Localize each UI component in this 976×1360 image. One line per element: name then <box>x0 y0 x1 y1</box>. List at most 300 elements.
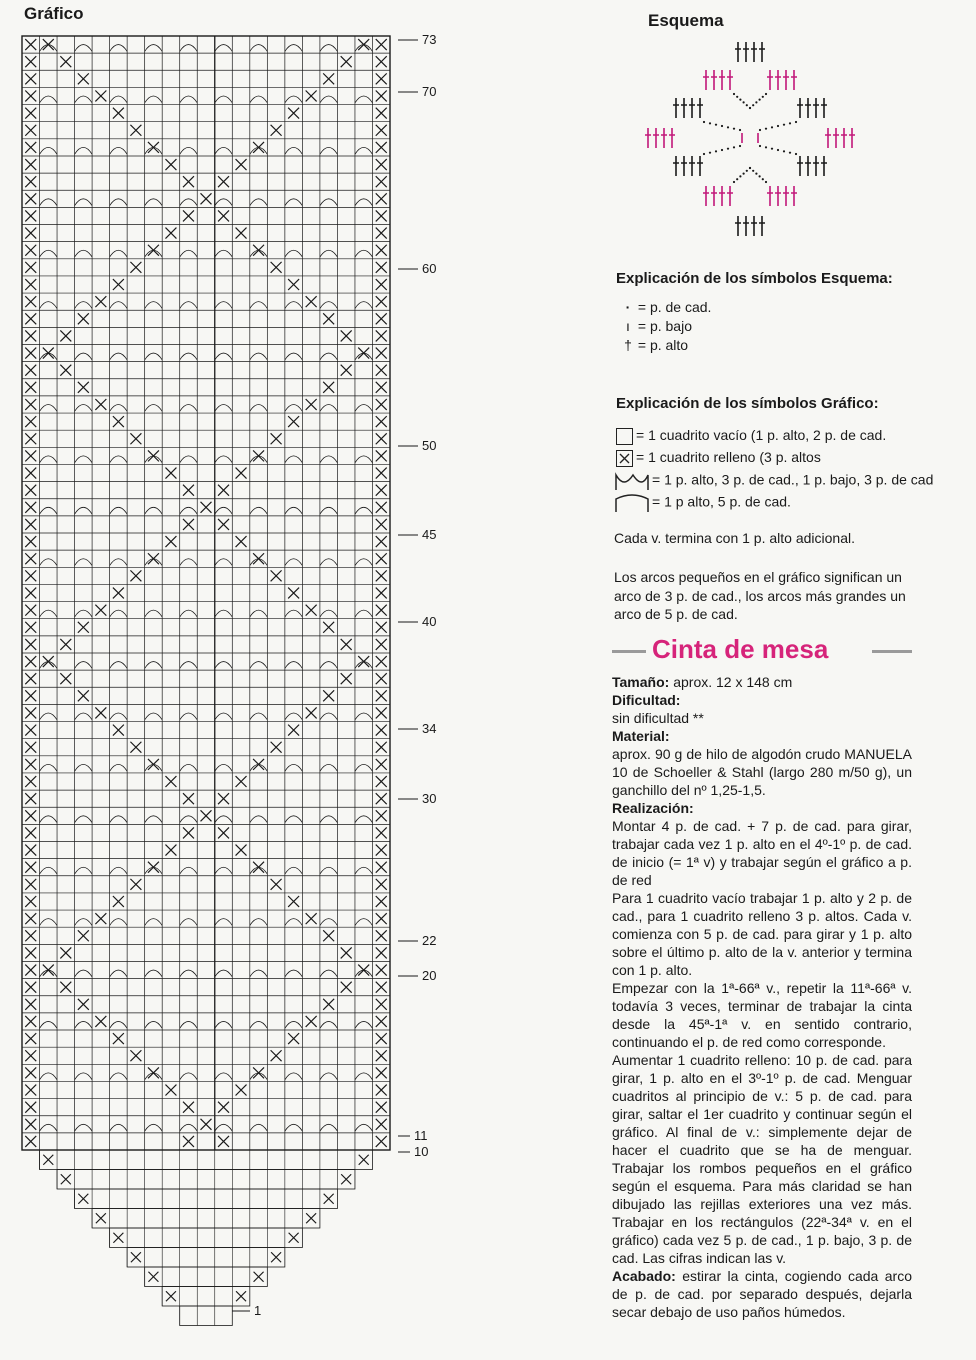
border-filled-square-mark <box>376 879 387 890</box>
border-filled-square-mark <box>25 399 36 410</box>
chain-arch-mark <box>285 1021 303 1028</box>
chain-arch-mark <box>215 713 233 720</box>
chain-arch-mark <box>145 353 163 360</box>
filled-square-mark <box>165 536 176 547</box>
chain-arch-mark <box>40 610 58 617</box>
chain-arch-mark <box>180 250 198 257</box>
chain-arch-mark <box>145 507 163 514</box>
border-filled-square-mark <box>376 690 387 701</box>
legend-chart-item: = 1 cuadrito relleno (3 p. altos <box>616 449 821 467</box>
chain-arch-mark <box>40 199 58 206</box>
row-label: 11 <box>414 1128 428 1143</box>
chain-arch-mark <box>215 816 233 823</box>
border-filled-square-mark <box>25 348 36 359</box>
difficulty-value: sin dificultad ** <box>612 710 704 726</box>
filled-square-mark <box>165 845 176 856</box>
chain-arch-mark <box>75 45 93 52</box>
border-filled-square-mark <box>25 707 36 718</box>
taper-filled-square-mark <box>148 1272 158 1282</box>
chain-arch-mark <box>110 96 128 103</box>
chain-arch-mark <box>110 353 128 360</box>
border-filled-square-mark <box>25 605 36 616</box>
chain-arch-mark <box>285 302 303 309</box>
chain-arch-mark <box>145 816 163 823</box>
chain-dot <box>771 126 773 128</box>
chain-arch-mark <box>320 456 338 463</box>
scheme-tall-group <box>735 42 765 62</box>
chain-arch-mark <box>320 404 338 411</box>
chain-arch-mark <box>180 456 198 463</box>
chain-arch-mark <box>145 559 163 566</box>
chain-arch-mark <box>110 559 128 566</box>
scheme-tall-group <box>645 128 675 148</box>
chain-dot <box>777 149 779 151</box>
filled-square-mark <box>306 913 317 924</box>
border-filled-square-mark <box>376 416 387 427</box>
border-filled-square-mark <box>376 776 387 787</box>
row-label: 1 <box>254 1303 262 1318</box>
row-label: 34 <box>422 721 437 736</box>
material-value: aprox. 90 g de hilo de algodón crudo MANUELA 10 de Schoeller & Stahl (largo 280 m/50 g), un ganchillo del nº 1,25-1,5. <box>612 746 912 798</box>
chain-arch-mark <box>320 764 338 771</box>
filled-square-mark <box>271 433 282 444</box>
chain-arch-mark <box>320 1073 338 1080</box>
chain-arch-mark <box>355 302 373 309</box>
border-filled-square-mark <box>376 433 387 444</box>
chart-taper-row <box>110 1228 303 1248</box>
filled-square-mark <box>60 673 71 684</box>
scheme-tall-group <box>767 186 797 206</box>
chain-dot <box>721 149 723 151</box>
filled-square-mark <box>113 896 124 907</box>
filled-square-mark <box>60 947 71 958</box>
border-filled-square-mark <box>376 296 387 307</box>
filled-square-mark <box>95 91 106 102</box>
chain-arch-mark <box>215 610 233 617</box>
chain-arch-mark <box>110 404 128 411</box>
chain-arch-mark <box>180 713 198 720</box>
border-filled-square-mark <box>25 999 36 1010</box>
chain-arch-mark <box>285 919 303 926</box>
chain-arch-mark <box>320 353 338 360</box>
legend-chart-item: = 1 cuadrito vacío (1 p. alto, 2 p. de cad. <box>616 427 886 445</box>
chart-taper-row <box>75 1189 338 1209</box>
chain-arch-mark <box>40 147 58 154</box>
chain-arch-mark <box>75 559 93 566</box>
filled-square-mark <box>130 570 141 581</box>
border-filled-square-mark <box>25 502 36 513</box>
chain-dot <box>733 93 735 95</box>
chain-arch-mark <box>285 147 303 154</box>
chain-arch-mark <box>250 147 268 154</box>
chain-dot <box>765 146 767 148</box>
chain-dot <box>743 101 745 103</box>
chain-dot <box>765 93 767 95</box>
chain-arch-mark <box>110 1073 128 1080</box>
chain-arch-mark <box>285 1124 303 1131</box>
chain-arch-mark <box>145 1073 163 1080</box>
border-filled-square-mark <box>376 982 387 993</box>
border-filled-square-mark <box>25 279 36 290</box>
border-filled-square-mark <box>376 810 387 821</box>
border-filled-square-mark <box>25 313 36 324</box>
row-label: 40 <box>422 614 437 629</box>
chain-arch-mark <box>355 147 373 154</box>
filled-square-mark <box>306 707 317 718</box>
filled-square-mark <box>95 913 106 924</box>
chain-arch-mark <box>40 816 58 823</box>
chain-arch-mark <box>285 199 303 206</box>
filled-square-mark <box>288 416 299 427</box>
border-filled-square-mark <box>376 73 387 84</box>
border-filled-square-mark <box>376 622 387 633</box>
border-filled-square-mark <box>376 330 387 341</box>
border-filled-square-mark <box>25 982 36 993</box>
scheme-diagram <box>630 36 870 246</box>
border-filled-square-mark <box>376 725 387 736</box>
chain-arch-mark <box>40 1073 58 1080</box>
filled-square-mark <box>341 673 352 684</box>
chain-dot <box>739 129 741 131</box>
section-heading <box>612 634 912 668</box>
chain-arch-mark <box>75 199 93 206</box>
chain-arch-mark <box>215 456 233 463</box>
filled-square-mark <box>323 73 334 84</box>
border-filled-square-mark <box>376 1050 387 1061</box>
chain-arch-mark <box>320 713 338 720</box>
filled-square-mark <box>95 605 106 616</box>
border-filled-square-mark <box>25 862 36 873</box>
chain-arch-mark <box>40 404 58 411</box>
border-filled-square-mark <box>25 947 36 958</box>
chain-arch-mark <box>75 302 93 309</box>
filled-square-mark <box>130 125 141 136</box>
chain-arch-mark <box>285 764 303 771</box>
filled-square-mark <box>288 1033 299 1044</box>
chain-arch-mark <box>215 867 233 874</box>
chain-arch-mark <box>250 662 268 669</box>
chain-arch-mark <box>180 610 198 617</box>
border-filled-square-mark <box>376 1016 387 1027</box>
finishing-row <box>612 1267 912 1321</box>
filled-square-mark <box>218 210 229 221</box>
taper-filled-square-mark <box>113 1233 123 1243</box>
filled-square-mark <box>78 690 89 701</box>
border-filled-square-mark <box>25 965 36 976</box>
filled-square-mark <box>60 365 71 376</box>
scheme-tall-group <box>703 70 733 90</box>
filled-square-mark <box>78 73 89 84</box>
realization-paragraph: Montar 4 p. de cad. + 7 p. de cad. para girar, trabajar cada vez 1 p. alto en el 4º-1º p. de cad. de inicio (= 1ª v) y trabajar según el gráfico a p. de red <box>612 818 912 888</box>
chain-arch-mark <box>75 1021 93 1028</box>
chain-dot <box>709 122 711 124</box>
chain-arch-mark <box>75 919 93 926</box>
filled-square-mark <box>95 1016 106 1027</box>
chain-arch-mark <box>40 867 58 874</box>
chain-arch-mark <box>285 507 303 514</box>
chain-dot <box>733 128 735 130</box>
border-filled-square-mark <box>376 896 387 907</box>
border-filled-square-mark <box>376 673 387 684</box>
chain-arch-mark <box>180 867 198 874</box>
filled-square-mark <box>288 279 299 290</box>
chain-arch-mark <box>285 250 303 257</box>
chain-dot <box>736 178 738 180</box>
filled-square-mark <box>183 210 194 221</box>
border-filled-square-mark <box>376 845 387 856</box>
chain-arch-mark <box>215 45 233 52</box>
chain-arch-mark <box>250 250 268 257</box>
chain-arch-mark <box>110 610 128 617</box>
chain-arch-mark <box>285 816 303 823</box>
filled-square-mark <box>165 159 176 170</box>
section-heading-text: Cinta de mesa <box>652 634 829 664</box>
chain-dot <box>777 125 779 127</box>
chain-arch-mark <box>180 662 198 669</box>
legend-scheme-item: ı = p. bajo <box>622 318 692 334</box>
border-filled-square-mark <box>25 485 36 496</box>
filled-square-mark <box>183 1136 194 1147</box>
border-filled-square-mark <box>376 279 387 290</box>
chain-dot <box>783 124 785 126</box>
legend-chart-title: Explicación de los símbolos Gráfico: <box>616 395 879 412</box>
chain-dot <box>752 104 754 106</box>
border-filled-square-mark <box>25 73 36 84</box>
filled-square-mark <box>306 399 317 410</box>
chain-arch-mark <box>145 199 163 206</box>
chain-arch-mark <box>320 662 338 669</box>
chain-arch-mark <box>250 507 268 514</box>
border-filled-square-mark <box>376 348 387 359</box>
filled-square-mark <box>341 56 352 67</box>
chart-taper-row <box>127 1248 285 1268</box>
chain-dot <box>739 175 741 177</box>
filled-square-mark <box>165 228 176 239</box>
filled-square-mark <box>183 827 194 838</box>
chain-arch-mark <box>110 764 128 771</box>
filled-square-mark <box>236 159 247 170</box>
filled-square-mark <box>201 193 212 204</box>
legend-scheme-item: † = p. alto <box>622 337 688 353</box>
border-filled-square-mark <box>25 793 36 804</box>
chain-dot <box>746 104 748 106</box>
border-filled-square-mark <box>25 673 36 684</box>
chain-arch-mark <box>180 45 198 52</box>
chain-arch-mark <box>40 713 58 720</box>
filled-square-mark <box>183 485 194 496</box>
filled-square-mark <box>60 56 71 67</box>
chain-arch-mark <box>75 507 93 514</box>
size-row <box>612 673 912 691</box>
chain-arch-mark <box>355 45 373 52</box>
chain-dot <box>762 96 764 98</box>
legend-note-1: Cada v. termina con 1 p. alto adicional. <box>614 530 855 546</box>
filled-square-mark <box>201 502 212 513</box>
filled-square-mark <box>236 468 247 479</box>
chain-dot <box>727 126 729 128</box>
chain-arch-mark <box>110 250 128 257</box>
filled-square-mark <box>218 827 229 838</box>
border-filled-square-mark <box>25 810 36 821</box>
border-filled-square-mark <box>25 142 36 153</box>
border-filled-square-mark <box>25 245 36 256</box>
border-filled-square-mark <box>376 450 387 461</box>
border-filled-square-mark <box>25 176 36 187</box>
border-filled-square-mark <box>376 862 387 873</box>
scheme-tall-group <box>703 186 733 206</box>
chain-arch-mark <box>250 816 268 823</box>
chain-arch-mark <box>180 1073 198 1080</box>
border-filled-square-mark <box>25 742 36 753</box>
chain-dot <box>727 148 729 150</box>
chain-arch-mark <box>145 456 163 463</box>
border-filled-square-mark <box>25 622 36 633</box>
filled-square-mark <box>218 1136 229 1147</box>
legend-scheme-item: · = p. de cad. <box>622 299 711 315</box>
filled-square-mark <box>113 416 124 427</box>
border-filled-square-mark <box>376 742 387 753</box>
border-filled-square-mark <box>376 913 387 924</box>
chain-arch-mark <box>215 147 233 154</box>
chain-arch-mark <box>40 559 58 566</box>
chain-arch-mark <box>355 662 373 669</box>
filled-square-mark <box>323 313 334 324</box>
border-filled-square-mark <box>25 159 36 170</box>
scheme-tall-group <box>797 98 827 118</box>
border-filled-square-mark <box>376 1033 387 1044</box>
border-filled-square-mark <box>25 1136 36 1147</box>
taper-filled-square-mark <box>166 1291 176 1301</box>
border-filled-square-mark <box>25 1119 36 1130</box>
filled-square-mark <box>201 810 212 821</box>
border-filled-square-mark <box>25 1102 36 1113</box>
chain-arch-mark <box>355 970 373 977</box>
chain-arch-mark <box>250 199 268 206</box>
filled-square-mark <box>95 296 106 307</box>
border-filled-square-mark <box>25 1050 36 1061</box>
chain-dot <box>749 107 751 109</box>
chain-arch-mark <box>250 96 268 103</box>
chain-arch-mark <box>355 1073 373 1080</box>
chain-arch-mark <box>215 353 233 360</box>
chain-arch-mark <box>355 713 373 720</box>
chain-arch-mark <box>145 1124 163 1131</box>
chain-dot <box>771 148 773 150</box>
chain-arch-mark <box>285 353 303 360</box>
chain-arch-mark <box>180 507 198 514</box>
filled-square-mark <box>236 845 247 856</box>
row-label: 20 <box>422 968 437 983</box>
chain-arch-mark <box>75 250 93 257</box>
dot-symbol-icon: · <box>625 299 631 315</box>
border-filled-square-mark <box>376 382 387 393</box>
chain-arch-mark <box>285 610 303 617</box>
filled-square-mark <box>236 536 247 547</box>
chain-arch-mark <box>355 1124 373 1131</box>
row-label: 30 <box>422 791 437 806</box>
chain-dot <box>765 128 767 130</box>
chain-arch-mark <box>145 970 163 977</box>
chain-arch-mark <box>180 970 198 977</box>
filled-square-mark <box>201 1119 212 1130</box>
chain-arch-mark <box>75 353 93 360</box>
filled-square-mark <box>113 108 124 119</box>
chain-arch-mark <box>285 970 303 977</box>
border-filled-square-mark <box>376 536 387 547</box>
chain-dot <box>765 181 767 183</box>
border-filled-square-mark <box>376 125 387 136</box>
chart-taper-row <box>180 1306 233 1326</box>
chain-arch-mark <box>145 302 163 309</box>
chain-arch-mark <box>285 404 303 411</box>
chain-arch-mark <box>110 713 128 720</box>
filled-square-mark <box>60 982 71 993</box>
border-filled-square-mark <box>25 56 36 67</box>
border-filled-square-mark <box>25 468 36 479</box>
border-filled-square-mark <box>376 639 387 650</box>
chain-arch-mark <box>250 970 268 977</box>
chain-arch-mark <box>250 1073 268 1080</box>
filled-square-mark <box>130 1050 141 1061</box>
finishing-label: Acabado: <box>612 1268 676 1284</box>
border-filled-square-mark <box>376 1136 387 1147</box>
chain-arch-mark <box>110 1021 128 1028</box>
row-label: 70 <box>422 84 437 99</box>
filled-square-mark <box>113 588 124 599</box>
filled-square-mark <box>341 982 352 993</box>
chain-arch-mark <box>250 302 268 309</box>
border-filled-square-mark <box>376 108 387 119</box>
border-filled-square-mark <box>376 228 387 239</box>
chain-arch-mark <box>40 45 58 52</box>
border-filled-square-mark <box>25 416 36 427</box>
filled-square-mark <box>323 622 334 633</box>
taper-filled-square-mark <box>324 1194 334 1204</box>
chain-arch-mark <box>110 867 128 874</box>
chain-arch-mark <box>75 1124 93 1131</box>
border-filled-square-mark <box>25 1085 36 1096</box>
chain-arch-mark <box>250 867 268 874</box>
border-filled-square-mark <box>376 176 387 187</box>
chain-dot <box>715 150 717 152</box>
chain-arch-mark <box>40 353 58 360</box>
filled-square-mark <box>113 1033 124 1044</box>
chain-arch-mark <box>145 96 163 103</box>
filled-square-mark <box>95 707 106 718</box>
filled-square-mark <box>165 776 176 787</box>
scheme-tall-group <box>673 98 703 118</box>
border-filled-square-mark <box>25 690 36 701</box>
row-label: 22 <box>422 933 437 948</box>
chain-arch-mark <box>180 302 198 309</box>
border-filled-square-mark <box>25 570 36 581</box>
finishing-value: estirar la cinta, cogiendo cada arco de p. de cad. por separado después, dejarla secar debajo de uso paños húmedos. <box>612 1268 912 1320</box>
border-filled-square-mark <box>376 210 387 221</box>
chain-arch-mark <box>355 404 373 411</box>
chain-arch-mark <box>145 919 163 926</box>
chain-arch-mark <box>215 507 233 514</box>
chain-arch-mark <box>355 764 373 771</box>
filled-square-mark <box>323 930 334 941</box>
chain-arch-mark <box>250 353 268 360</box>
chain-arch-mark <box>110 302 128 309</box>
filled-square-mark <box>78 930 89 941</box>
filled-square-mark <box>218 1102 229 1113</box>
filled-square-mark <box>60 639 71 650</box>
chain-arch-mark <box>250 1021 268 1028</box>
border-filled-square-mark <box>25 656 36 667</box>
filled-square-mark <box>130 262 141 273</box>
